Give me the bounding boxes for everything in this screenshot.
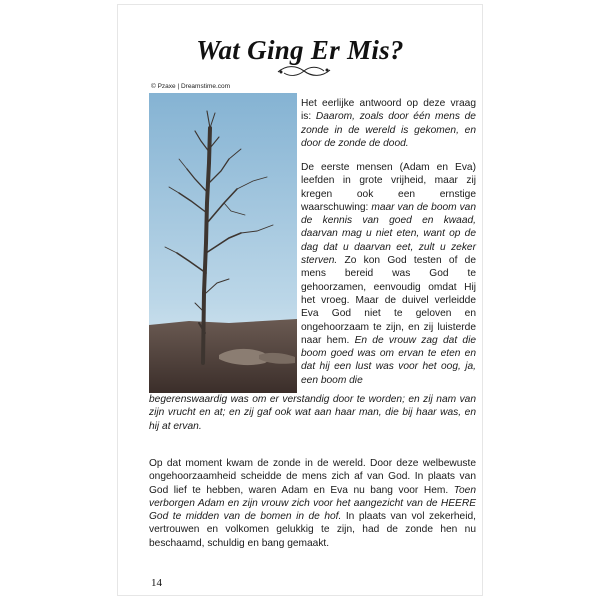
paragraph-2 [301, 161, 476, 387]
book-page [117, 4, 483, 596]
paragraph-3-intro: Op dat moment kwam de zonde in de wereld. Door deze welbewuste ongehoorzaamheid scheidde de mens zich af van God. In plaats van God lief te hebben, waren Adam en Eva nu bang voor Hem. [149, 458, 476, 496]
paragraph-2-quote-1: maar van de boom van de kennis van goed en kwaad, daarvan mag u niet eten, want op de dag dat u daarvan eet, zult u zeker sterven. [301, 201, 477, 267]
photo-credit: © Pzaxe | Dreamstime.com [151, 83, 231, 90]
paragraph-2-middle: Zo kon God testen of de mens bereid was God te gehoorzamen, eenvoudig omdat Hij het vroeg. Maar de duivel verleidde Eva God niet te geloven en ongehoorzaam te zijn, en zij luisterde naar hem. [301, 255, 476, 346]
paragraph-3 [149, 457, 476, 550]
paragraph-1-quote: Daarom, zoals door één mens de zonde in de wereld is gekomen, en door de zonde de dood. [301, 111, 476, 149]
paragraph-3-end: In plaats van vol zekerheid, vertrouwen en volkomen gelukkig te zijn, had de zonde hen nu beschaamd, schuldig en bang gemaakt. [149, 511, 476, 549]
paragraph-2-continuation [149, 393, 476, 433]
paragraph-1-intro: Het eerlijke antwoord op deze vraag is: [301, 98, 476, 123]
page-number: 14 [151, 577, 162, 589]
dead-tree-photo [149, 93, 297, 393]
paragraph-1 [301, 97, 476, 150]
paragraph-2-quote-3: begerenswaardig was om er verstandig door te worden; en zij nam van zijn vrucht en at; en zij gaf ook wat aan haar man, die bij haar was, en hij at ervan. [149, 394, 476, 432]
page-title: Wat Ging Er Mis? [196, 35, 404, 65]
paragraph-2-intro: De eerste mensen (Adam en Eva) leefden in grote vrijheid, maar zij kregen ook een ernstige waarschuwing: [301, 162, 476, 213]
paragraph-2-quote-2: En de vrouw zag dat die boom goed was om ervan te eten en dat hij een lust was voor het oog, ja, een boom die [301, 334, 476, 386]
paragraph-3-quote: Toen verborgen Adam en zijn vrouw zich voor het aangezicht van de HEERE God te midden van de bomen in de hof. [149, 484, 476, 523]
flourish-ornament-icon [276, 63, 332, 79]
